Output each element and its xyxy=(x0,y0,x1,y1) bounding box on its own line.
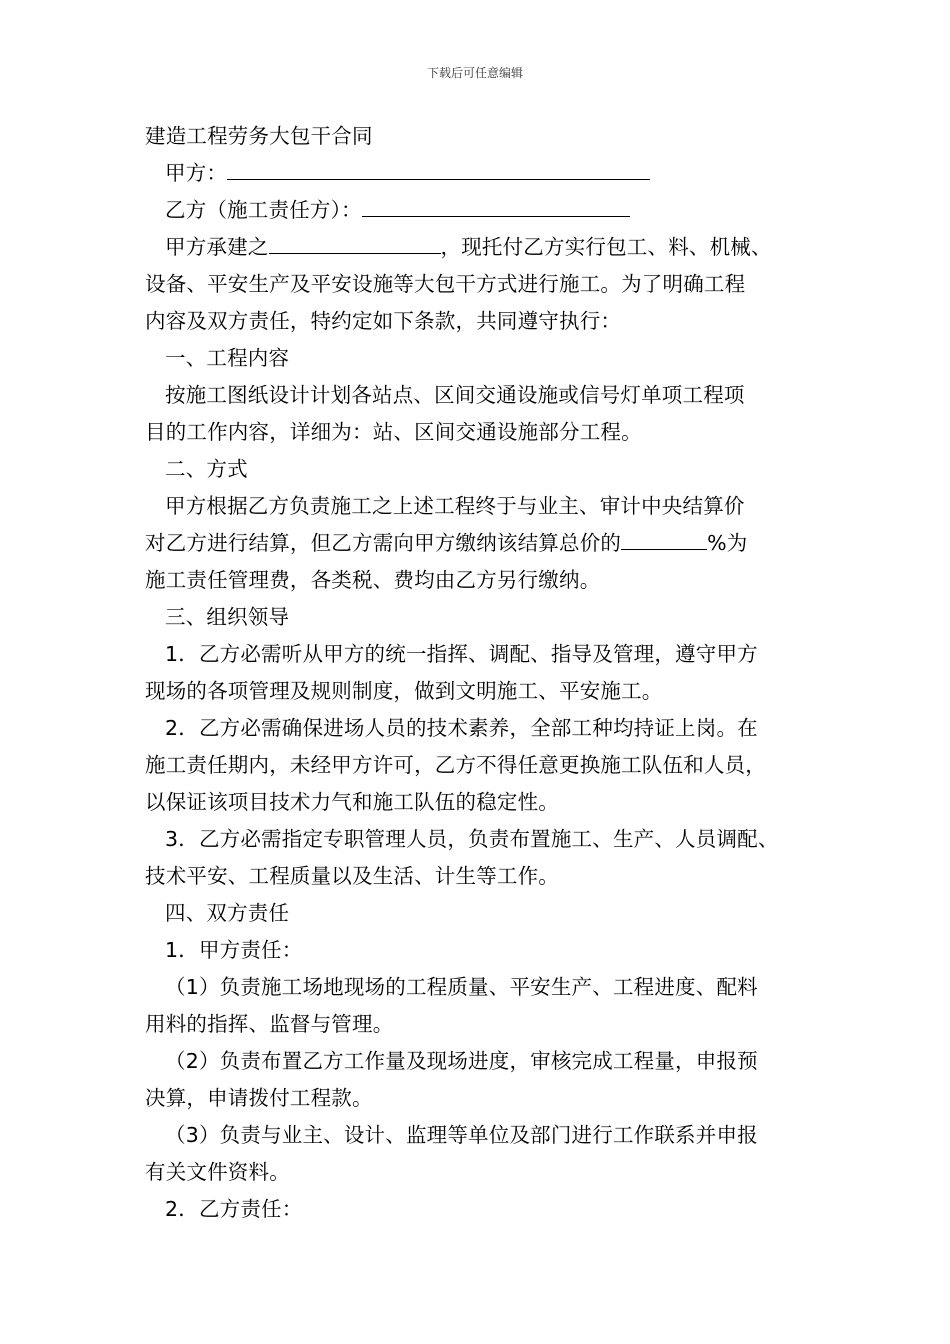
party-a-line xyxy=(145,155,825,192)
paragraph-line: 有关文件资料。 xyxy=(145,1160,290,1184)
paragraph-line: 技术平安、工程质量以及生活、计生等工作。 xyxy=(145,864,559,888)
project-name-blank[interactable] xyxy=(269,231,441,254)
section-heading-3: 三、组织领导 xyxy=(165,605,290,629)
paragraph-line: （2）负责布置乙方工作量及现场进度，审核完成工程量，申报预 xyxy=(165,1049,758,1073)
subheading-party-a: 1．甲方责任： xyxy=(165,938,303,962)
paragraph-line: 2．乙方必需确保进场人员的技术素养，全部工种均持证上岗。在 xyxy=(165,716,758,740)
party-b-line xyxy=(145,192,825,229)
paragraph-line: 按施工图纸设计计划各站点、区间交通设施或信号灯单项工程项 xyxy=(165,383,745,407)
paragraph-line: （1）负责施工场地现场的工程质量、平安生产、工程进度、配料 xyxy=(165,975,758,999)
subheading-party-b: 2．乙方责任： xyxy=(165,1197,303,1221)
paragraph-line xyxy=(145,525,825,562)
party-a-blank[interactable] xyxy=(227,157,650,180)
percentage-blank[interactable] xyxy=(621,527,707,550)
intro-line-3: 内容及双方责任，特约定如下条款，共同遵守执行： xyxy=(145,309,622,333)
fee-text: 对乙方进行结算，但乙方需向甲方缴纳该结算总价的 xyxy=(145,531,622,555)
paragraph-line: 施工责任管理费，各类税、费均由乙方另行缴纳。 xyxy=(145,568,601,592)
paragraph-line: 用料的指挥、监督与管理。 xyxy=(145,1012,394,1036)
contract-document xyxy=(145,118,825,1228)
section-heading-4: 四、双方责任 xyxy=(165,901,290,925)
intro-line-2: 设备、平安生产及平安设施等大包干方式进行施工。为了明确工程 xyxy=(145,272,746,296)
paragraph-line: 决算，申请拨付工程款。 xyxy=(145,1086,373,1110)
paragraph-line: 施工责任期内，未经甲方许可，乙方不得任意更换施工队伍和人员， xyxy=(145,753,766,777)
paragraph-line: 3．乙方必需指定专职管理人员，负责布置施工、生产、人员调配、 xyxy=(165,827,779,851)
paragraph-line: 目的工作内容，详细为：站、区间交通设施部分工程。 xyxy=(145,420,642,444)
paragraph-line: 以保证该项目技术力气和施工队伍的稳定性。 xyxy=(145,790,559,814)
paragraph-line: 甲方根据乙方负责施工之上述工程终于与业主、审计中央结算价 xyxy=(165,494,745,518)
intro-text-cont: ，现托付乙方实行包工、料、机械、 xyxy=(440,235,772,259)
paragraph-line: 现场的各项管理及规则制度，做到文明施工、平安施工。 xyxy=(145,679,663,703)
section-heading-1: 一、工程内容 xyxy=(165,346,290,370)
paragraph-line: （3）负责与业主、设计、监理等单位及部门进行工作联系并申报 xyxy=(165,1123,758,1147)
intro-line-1 xyxy=(145,229,825,266)
party-a-label: 甲方： xyxy=(165,161,228,185)
percent-sign-text: %为 xyxy=(707,531,748,555)
party-b-label: 乙方（施工责任方）： xyxy=(165,198,362,222)
intro-text: 甲方承建之 xyxy=(165,235,269,259)
contract-title: 建造工程劳务大包干合同 xyxy=(145,124,373,148)
section-heading-2: 二、方式 xyxy=(165,457,248,481)
page-header: 下载后可任意编辑 xyxy=(426,66,523,80)
party-b-blank[interactable] xyxy=(362,194,630,217)
paragraph-line: 1．乙方必需听从甲方的统一指挥、调配、指导及管理，遵守甲方 xyxy=(165,642,758,666)
